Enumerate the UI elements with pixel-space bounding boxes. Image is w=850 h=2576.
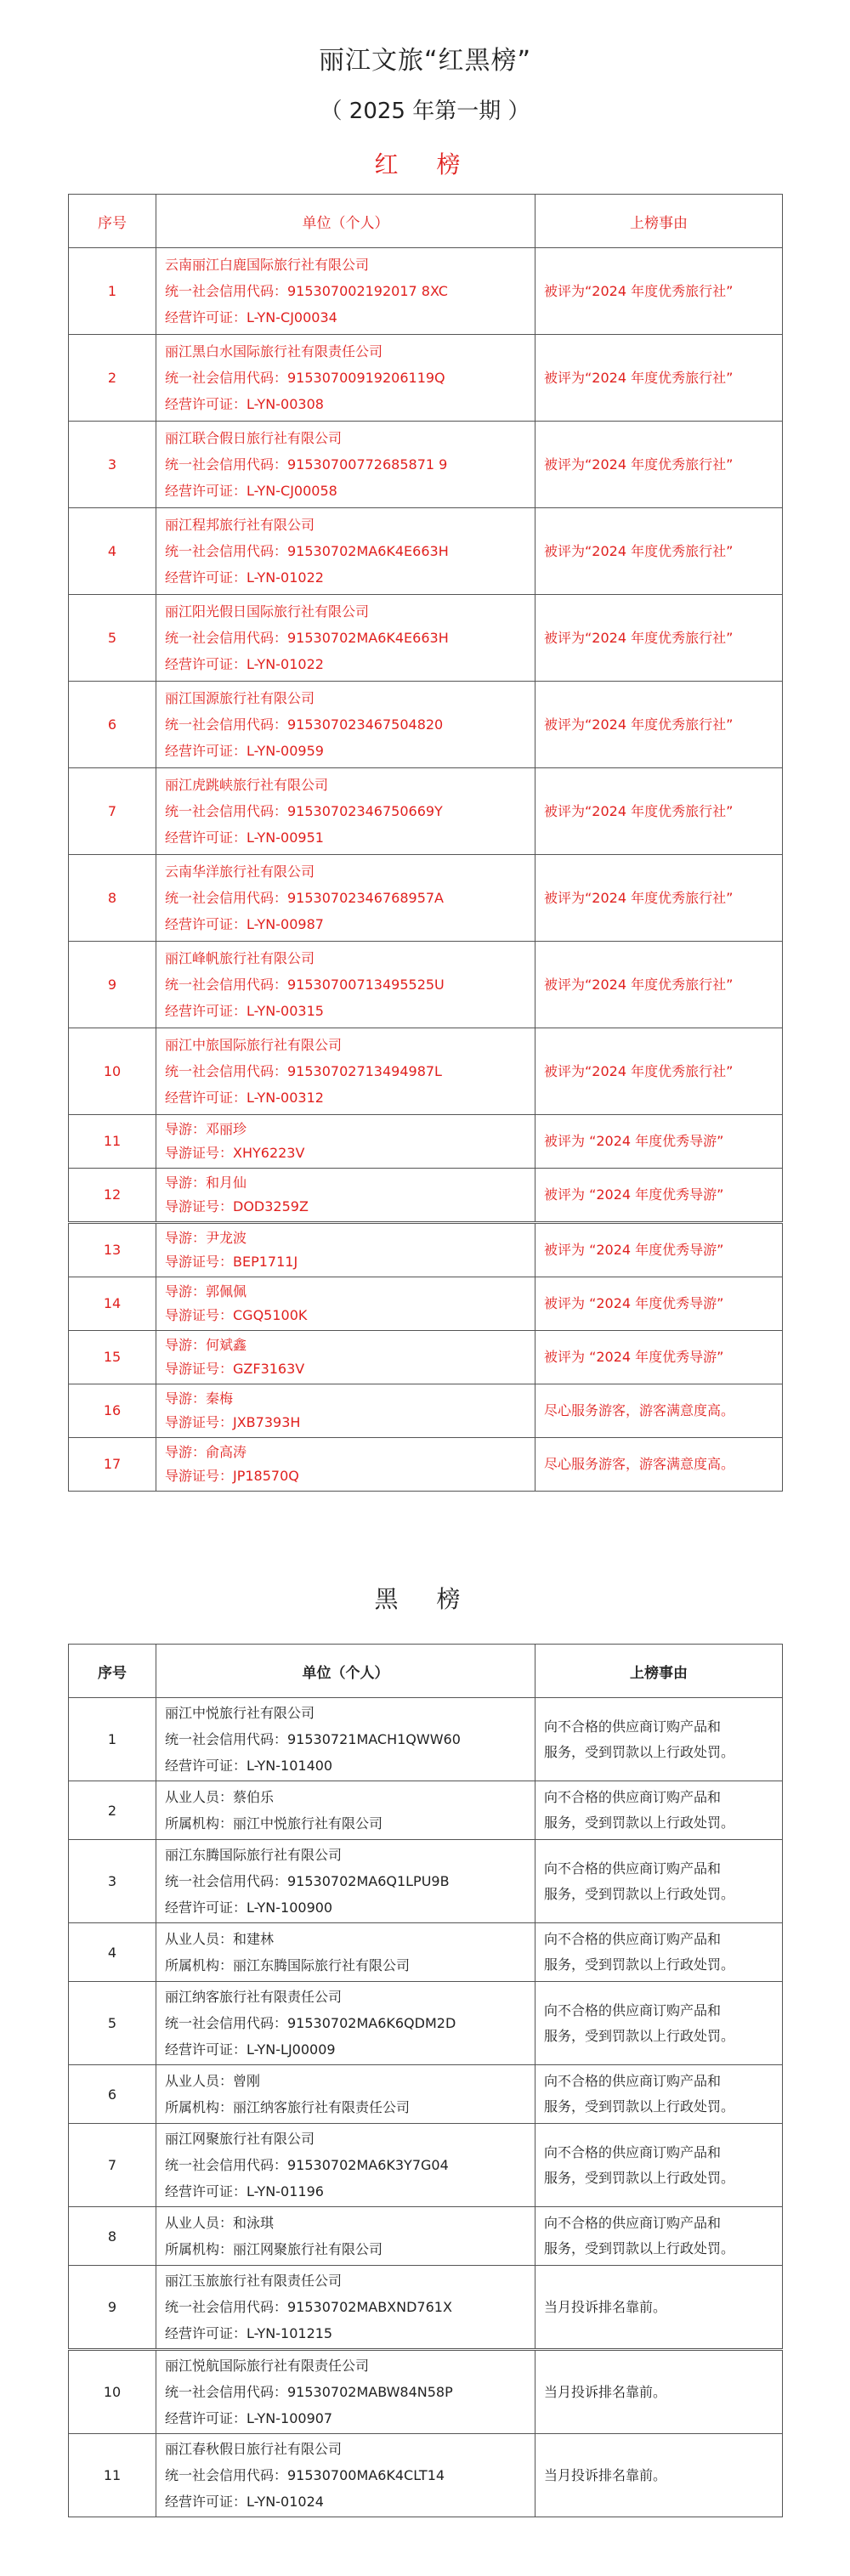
row-reason: 被评为“2024 年度优秀旅行社” [536,768,783,855]
row-reason [536,2207,783,2266]
unit-line: 经营许可证：L-YN-00308 [165,396,324,412]
row-number: 17 [69,1438,156,1492]
unit-line: 经营许可证：L-YN-01196 [165,2183,324,2200]
row-reason: 被评为 “2024 年度优秀导游” [536,1115,783,1169]
unit-line: 统一社会信用代码：915307023467504820 [165,716,444,733]
row-number: 2 [69,1781,156,1840]
unit-line: 经营许可证：L-YN-101215 [165,2325,333,2341]
table-row [69,248,783,335]
unit-line: 云南丽江白鹿国际旅行社有限公司 [165,257,370,273]
unit-line: 统一社会信用代码：91530702MABXND761X [165,2299,452,2315]
unit-line: 丽江虎跳峡旅行社有限公司 [165,777,329,793]
table-row [69,422,783,508]
row-reason: 被评为“2024 年度优秀旅行社” [536,942,783,1028]
row-unit [156,422,536,508]
black-list-heading: 黑 榜 [374,1585,476,1613]
unit-line: 统一社会信用代码：91530702346750669Y [165,803,443,819]
red-table-body [69,248,783,1492]
unit-line: 导游证号：XHY6223V [165,1145,305,1161]
unit-line: 经营许可证：L-YN-01022 [165,656,324,672]
unit-line: 经营许可证：L-YN-01022 [165,569,324,586]
row-number: 9 [69,2266,156,2350]
table-row [69,1277,783,1331]
unit-line: 导游证号：JP18570Q [165,1468,299,1484]
unit-line: 所属机构：丽江中悦旅行社有限公司 [165,1815,383,1832]
reason-line: 服务，受到罚款以上行政处罚。 [544,1956,735,1973]
reason-line: 服务，受到罚款以上行政处罚。 [544,2240,735,2256]
row-unit [156,2124,536,2207]
row-number: 6 [69,2065,156,2124]
table-row [69,942,783,1028]
row-reason [536,1698,783,1781]
row-reason [536,1781,783,1840]
page-title: 丽江文旅“红黑榜” [318,46,532,76]
row-reason: 被评为 “2024 年度优秀导游” [536,1223,783,1277]
unit-line: 统一社会信用代码：91530700713495525U [165,977,445,993]
unit-line: 经营许可证：L-YN-100900 [165,1899,333,1916]
red-list-heading: 红 榜 [374,150,476,178]
row-reason [536,2350,783,2434]
row-unit [156,1169,536,1223]
row-number: 1 [69,248,156,335]
table-row [69,768,783,855]
row-reason [536,1923,783,1982]
row-unit [156,1028,536,1115]
row-number: 1 [69,1698,156,1781]
table-row [69,855,783,942]
unit-line: 经营许可证：L-YN-00951 [165,829,324,846]
unit-line: 统一社会信用代码：91530702MA6K6QDM2D [165,2015,456,2031]
column-header-unit: 单位（个人） [156,195,536,248]
table-row [69,1169,783,1223]
unit-line: 导游证号：JXB7393H [165,1414,301,1430]
issue-subtitle: （ 2025 年第一期 ） [320,99,530,124]
row-unit [156,2207,536,2266]
row-number: 5 [69,595,156,682]
unit-line: 从业人员：和泳琪 [165,2215,275,2231]
row-unit [156,595,536,682]
table-row [69,2065,783,2124]
unit-line: 经营许可证：L-YN-CJ00034 [165,309,337,326]
unit-line: 导游：尹龙波 [165,1230,247,1246]
unit-line: 丽江中悦旅行社有限公司 [165,1705,315,1721]
unit-line: 所属机构：丽江网聚旅行社有限公司 [165,2241,383,2257]
row-reason: 被评为“2024 年度优秀旅行社” [536,422,783,508]
unit-line: 导游证号：CGQ5100K [165,1307,308,1323]
unit-line: 导游证号：DOD3259Z [165,1198,309,1214]
row-reason [536,2266,783,2350]
column-header-reason: 上榜事由 [536,1645,783,1698]
unit-line: 统一社会信用代码：91530702MA6K4E663H [165,543,449,559]
column-header-number: 序号 [69,195,156,248]
row-number: 10 [69,1028,156,1115]
black-table-body [69,1698,783,2517]
column-header-reason: 上榜事由 [536,195,783,248]
table-row [69,1781,783,1840]
table-row [69,2207,783,2266]
reason-line: 服务，受到罚款以上行政处罚。 [544,1885,735,1902]
row-unit [156,1277,536,1331]
row-reason: 尽心服务游客，游客满意度高。 [536,1438,783,1492]
unit-line: 丽江中旅国际旅行社有限公司 [165,1037,343,1053]
table-row [69,508,783,595]
table-row [69,1438,783,1492]
unit-line: 丽江国源旅行社有限公司 [165,690,315,706]
unit-line: 经营许可证：L-YN-01024 [165,2494,324,2510]
unit-line: 经营许可证：L-YN-00959 [165,743,324,759]
table-row [69,2350,783,2434]
unit-line: 云南华洋旅行社有限公司 [165,863,315,880]
row-unit [156,942,536,1028]
unit-line: 丽江阳光假日国际旅行社有限公司 [165,603,370,620]
row-number: 11 [69,2434,156,2517]
row-unit [156,1384,536,1438]
table-row [69,1982,783,2065]
table-row [69,2266,783,2350]
reason-line: 服务，受到罚款以上行政处罚。 [544,2027,735,2044]
unit-line: 导游证号：GZF3163V [165,1361,305,1377]
row-number: 8 [69,2207,156,2266]
unit-line: 从业人员：蔡伯乐 [165,1789,275,1805]
unit-line: 丽江程邦旅行社有限公司 [165,517,315,533]
unit-line: 丽江纳客旅行社有限责任公司 [165,1989,343,2005]
row-unit [156,1331,536,1384]
row-number: 7 [69,2124,156,2207]
table-row [69,1923,783,1982]
row-number: 7 [69,768,156,855]
unit-line: 丽江玉旅旅行社有限责任公司 [165,2273,343,2289]
unit-line: 经营许可证：L-YN-LJ00009 [165,2041,336,2058]
row-unit [156,2266,536,2350]
row-number: 12 [69,1169,156,1223]
row-reason [536,2124,783,2207]
unit-line: 统一社会信用代码：91530702MABW84N58P [165,2384,453,2400]
row-reason [536,1982,783,2065]
reason-line: 向不合格的供应商订购产品和 [544,2143,722,2160]
row-unit [156,1982,536,2065]
row-number: 3 [69,422,156,508]
column-header-number: 序号 [69,1645,156,1698]
table-row [69,1223,783,1277]
table-row [69,2434,783,2517]
row-reason: 被评为“2024 年度优秀旅行社” [536,335,783,422]
unit-line: 统一社会信用代码：91530702346768957A [165,890,445,906]
row-unit [156,1223,536,1277]
table-row [69,1840,783,1923]
unit-line: 统一社会信用代码：91530702MA6K3Y7G04 [165,2157,449,2173]
row-reason: 尽心服务游客，游客满意度高。 [536,1384,783,1438]
table-row [69,1028,783,1115]
row-reason: 被评为“2024 年度优秀旅行社” [536,1028,783,1115]
unit-line: 丽江悦航国际旅行社有限责任公司 [165,2358,370,2374]
row-unit [156,248,536,335]
row-reason: 被评为“2024 年度优秀旅行社” [536,508,783,595]
table-row [69,1115,783,1169]
table-row [69,595,783,682]
row-reason [536,2434,783,2517]
row-unit [156,855,536,942]
table-row [69,1384,783,1438]
reason-line: 当月投诉排名靠前。 [544,2466,667,2483]
unit-line: 导游：秦梅 [165,1390,234,1407]
unit-line: 导游：郭佩佩 [165,1283,247,1299]
black-table-header-row [69,1645,783,1698]
row-reason: 被评为“2024 年度优秀旅行社” [536,595,783,682]
unit-line: 统一社会信用代码：91530702713494987L [165,1063,442,1079]
unit-line: 从业人员：曾刚 [165,2073,261,2089]
unit-line: 统一社会信用代码：915307002192017 8XC [165,283,448,299]
unit-line: 丽江黑白水国际旅行社有限责任公司 [165,343,383,360]
unit-line: 导游：和月仙 [165,1175,247,1191]
reason-line: 向不合格的供应商订购产品和 [544,2073,722,2089]
unit-line: 导游：俞高涛 [165,1444,247,1460]
unit-line: 统一社会信用代码：91530721MACH1QWW60 [165,1731,461,1747]
row-number: 16 [69,1384,156,1438]
black-list-table [68,1644,783,2517]
row-number: 11 [69,1115,156,1169]
row-reason: 被评为“2024 年度优秀旅行社” [536,682,783,768]
unit-line: 丽江峰帆旅行社有限公司 [165,950,315,966]
row-number: 4 [69,1923,156,1982]
row-unit [156,1840,536,1923]
reason-line: 向不合格的供应商订购产品和 [544,2001,722,2018]
column-header-unit: 单位（个人） [156,1645,536,1698]
row-number: 13 [69,1223,156,1277]
row-unit [156,682,536,768]
unit-line: 丽江春秋假日旅行社有限公司 [165,2441,343,2457]
row-unit [156,335,536,422]
reason-line: 向不合格的供应商订购产品和 [544,1718,722,1735]
unit-line: 统一社会信用代码：91530700919206119Q [165,370,445,386]
unit-line: 经营许可证：L-YN-00315 [165,1003,324,1019]
unit-line: 统一社会信用代码：91530700772685871 9 [165,456,448,473]
row-number: 2 [69,335,156,422]
unit-line: 经营许可证：L-YN-00987 [165,916,324,932]
unit-line: 从业人员：和建林 [165,1931,275,1947]
row-unit [156,1923,536,1982]
row-number: 15 [69,1331,156,1384]
unit-line: 所属机构：丽江东腾国际旅行社有限公司 [165,1957,411,1973]
reason-line: 向不合格的供应商订购产品和 [544,1789,722,1805]
row-number: 14 [69,1277,156,1331]
unit-line: 经营许可证：L-YN-100907 [165,2410,333,2426]
row-unit [156,1698,536,1781]
red-table-header-row [69,195,783,248]
unit-line: 丽江网聚旅行社有限公司 [165,2131,315,2147]
unit-line: 统一社会信用代码：91530702MA6K4E663H [165,630,449,646]
row-reason: 被评为“2024 年度优秀旅行社” [536,855,783,942]
row-unit [156,1438,536,1492]
unit-line: 导游证号：BEP1711J [165,1254,298,1270]
row-reason: 被评为 “2024 年度优秀导游” [536,1277,783,1331]
row-number: 6 [69,682,156,768]
row-unit [156,1781,536,1840]
row-reason [536,1840,783,1923]
reason-line: 服务，受到罚款以上行政处罚。 [544,1743,735,1760]
unit-line: 统一社会信用代码：91530700MA6K4CLT14 [165,2467,445,2483]
reason-line: 服务，受到罚款以上行政处罚。 [544,2098,735,2115]
row-number: 9 [69,942,156,1028]
reason-line: 向不合格的供应商订购产品和 [544,2215,722,2231]
row-number: 3 [69,1840,156,1923]
table-row [69,2124,783,2207]
unit-line: 经营许可证：L-YN-101400 [165,1758,333,1774]
row-unit [156,2350,536,2434]
unit-line: 所属机构：丽江纳客旅行社有限责任公司 [165,2099,411,2115]
row-reason: 被评为 “2024 年度优秀导游” [536,1169,783,1223]
reason-line: 向不合格的供应商订购产品和 [544,1931,722,1947]
red-list-table [68,194,783,1492]
row-number: 8 [69,855,156,942]
unit-line: 导游：邓丽珍 [165,1121,247,1137]
reason-line: 当月投诉排名靠前。 [544,2298,667,2315]
table-row [69,1698,783,1781]
unit-line: 丽江东腾国际旅行社有限公司 [165,1847,343,1863]
row-number: 4 [69,508,156,595]
row-reason: 被评为“2024 年度优秀旅行社” [536,248,783,335]
row-unit [156,768,536,855]
reason-line: 服务，受到罚款以上行政处罚。 [544,2169,735,2186]
reason-line: 向不合格的供应商订购产品和 [544,1860,722,1877]
reason-line: 服务，受到罚款以上行政处罚。 [544,1815,735,1831]
unit-line: 统一社会信用代码：91530702MA6Q1LPU9B [165,1873,450,1889]
row-reason: 被评为 “2024 年度优秀导游” [536,1331,783,1384]
row-unit [156,1115,536,1169]
unit-line: 经营许可证：L-YN-00312 [165,1090,324,1106]
unit-line: 丽江联合假日旅行社有限公司 [165,430,343,446]
table-row [69,335,783,422]
unit-line: 导游：何斌鑫 [165,1337,247,1353]
row-unit [156,2065,536,2124]
row-number: 5 [69,1982,156,2065]
row-unit [156,2434,536,2517]
row-number: 10 [69,2350,156,2434]
unit-line: 经营许可证：L-YN-CJ00058 [165,483,337,499]
table-row [69,1331,783,1384]
reason-line: 当月投诉排名靠前。 [544,2383,667,2400]
row-unit [156,508,536,595]
row-reason [536,2065,783,2124]
table-row [69,682,783,768]
